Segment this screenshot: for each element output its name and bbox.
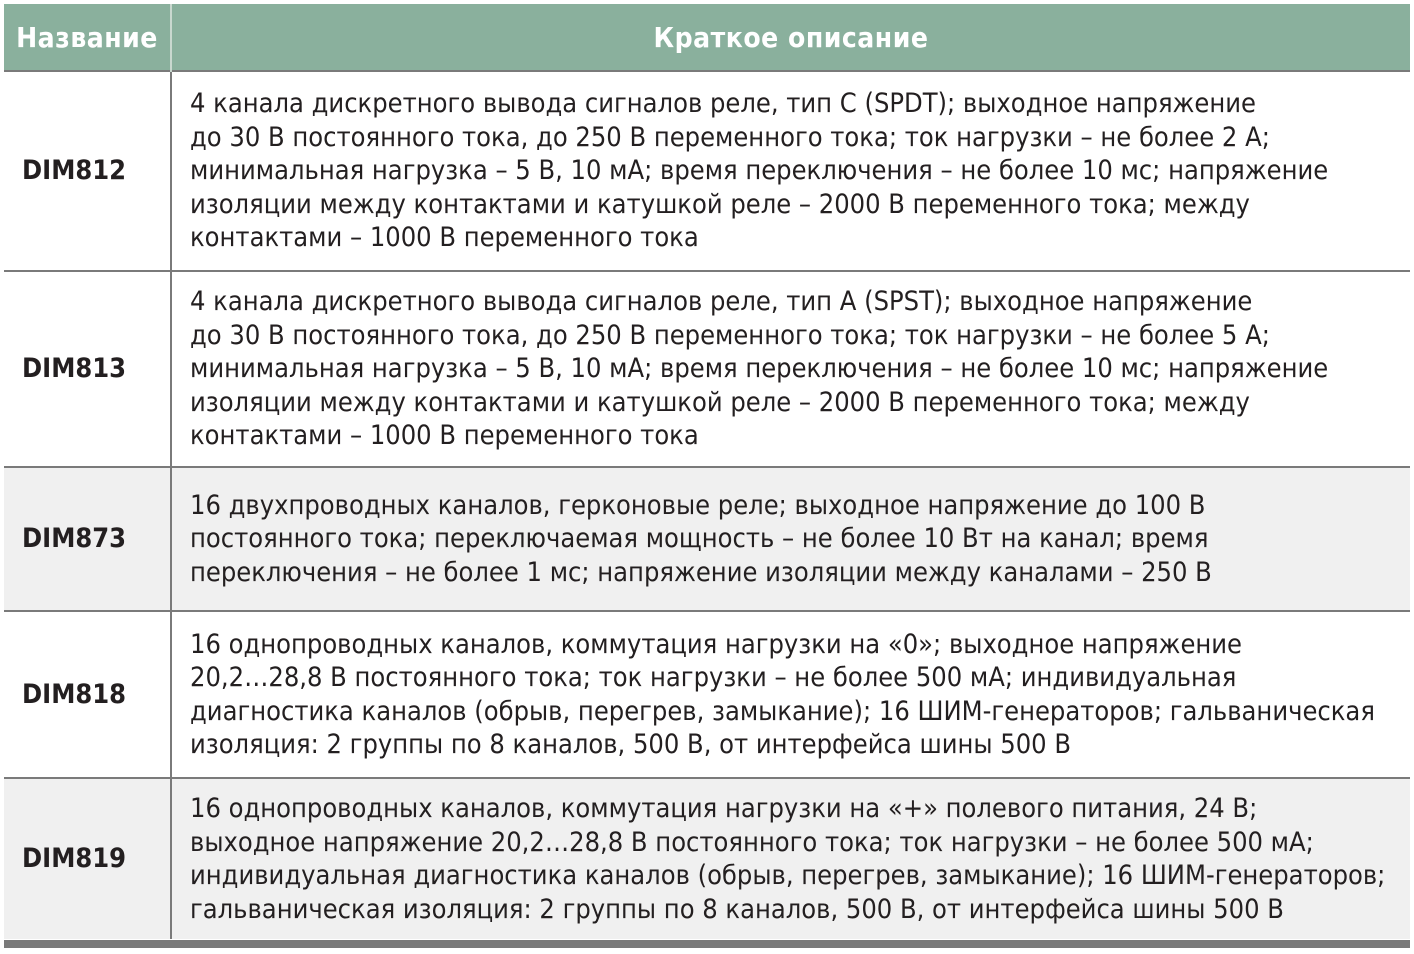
module-description: 4 канала дискретного вывода сигналов реле, тип А (SPST); выходное напряжение до 30 В постоянного тока, до 250 В переменного тока; ток нагрузки – не более 5 А; минимальная нагрузка – 5 В, 10 мА; время переключения – не более 10 мс; напряжение изоляции между контактами и катушкой реле – 2000 В переменного тока; между контактами – 1000 В переменного тока (171, 271, 1410, 467)
module-name: DIM819 (4, 778, 171, 939)
table-header-row (4, 4, 1410, 71)
table-bottom-rule (4, 940, 1410, 948)
column-header-name: Название (4, 4, 171, 71)
module-name: DIM812 (4, 71, 171, 271)
table-row (4, 71, 1410, 271)
module-description: 4 канала дискретного вывода сигналов реле, тип С (SPDT); выходное напряжение до 30 В постоянного тока, до 250 В переменного тока; ток нагрузки – не более 2 А; минимальная нагрузка – 5 В, 10 мА; время переключения – не более 10 мс; напряжение изоляции между контактами и катушкой реле – 2000 В переменного тока; между контактами – 1000 В переменного тока (171, 71, 1410, 271)
table-row (4, 611, 1410, 778)
module-name: DIM873 (4, 467, 171, 611)
module-spec-table (4, 4, 1410, 939)
column-header-description: Краткое описание (171, 4, 1410, 71)
module-description: 16 однопроводных каналов, коммутация нагрузки на «0»; выходное напряжение 20,2…28,8 В постоянного тока; ток нагрузки – не более 500 мА; индивидуальная диагностика каналов (обрыв, перегрев, замыкание); 16 ШИМ-генераторов; гальваническая изоляция: 2 группы по 8 каналов, 500 В, от интерфейса шины 500 В (171, 611, 1410, 778)
module-name: DIM813 (4, 271, 171, 467)
module-description: 16 однопроводных каналов, коммутация нагрузки на «+» полевого питания, 24 В; выходное напряжение 20,2…28,8 В постоянного тока; ток нагрузки – не более 500 мА; индивидуальная диагностика каналов (обрыв, перегрев, замыкание); 16 ШИМ-генераторов; гальваническая изоляция: 2 группы по 8 каналов, 500 В, от интерфейса шины 500 В (171, 778, 1410, 939)
table-row (4, 271, 1410, 467)
table-row (4, 778, 1410, 939)
module-description: 16 двухпроводных каналов, герконовые реле; выходное напряжение до 100 В постоянного тока; переключаемая мощность – не более 10 Вт на канал; время переключения – не более 1 мс; напряжение изоляции между каналами – 250 В (171, 467, 1410, 611)
table-row (4, 467, 1410, 611)
module-name: DIM818 (4, 611, 171, 778)
